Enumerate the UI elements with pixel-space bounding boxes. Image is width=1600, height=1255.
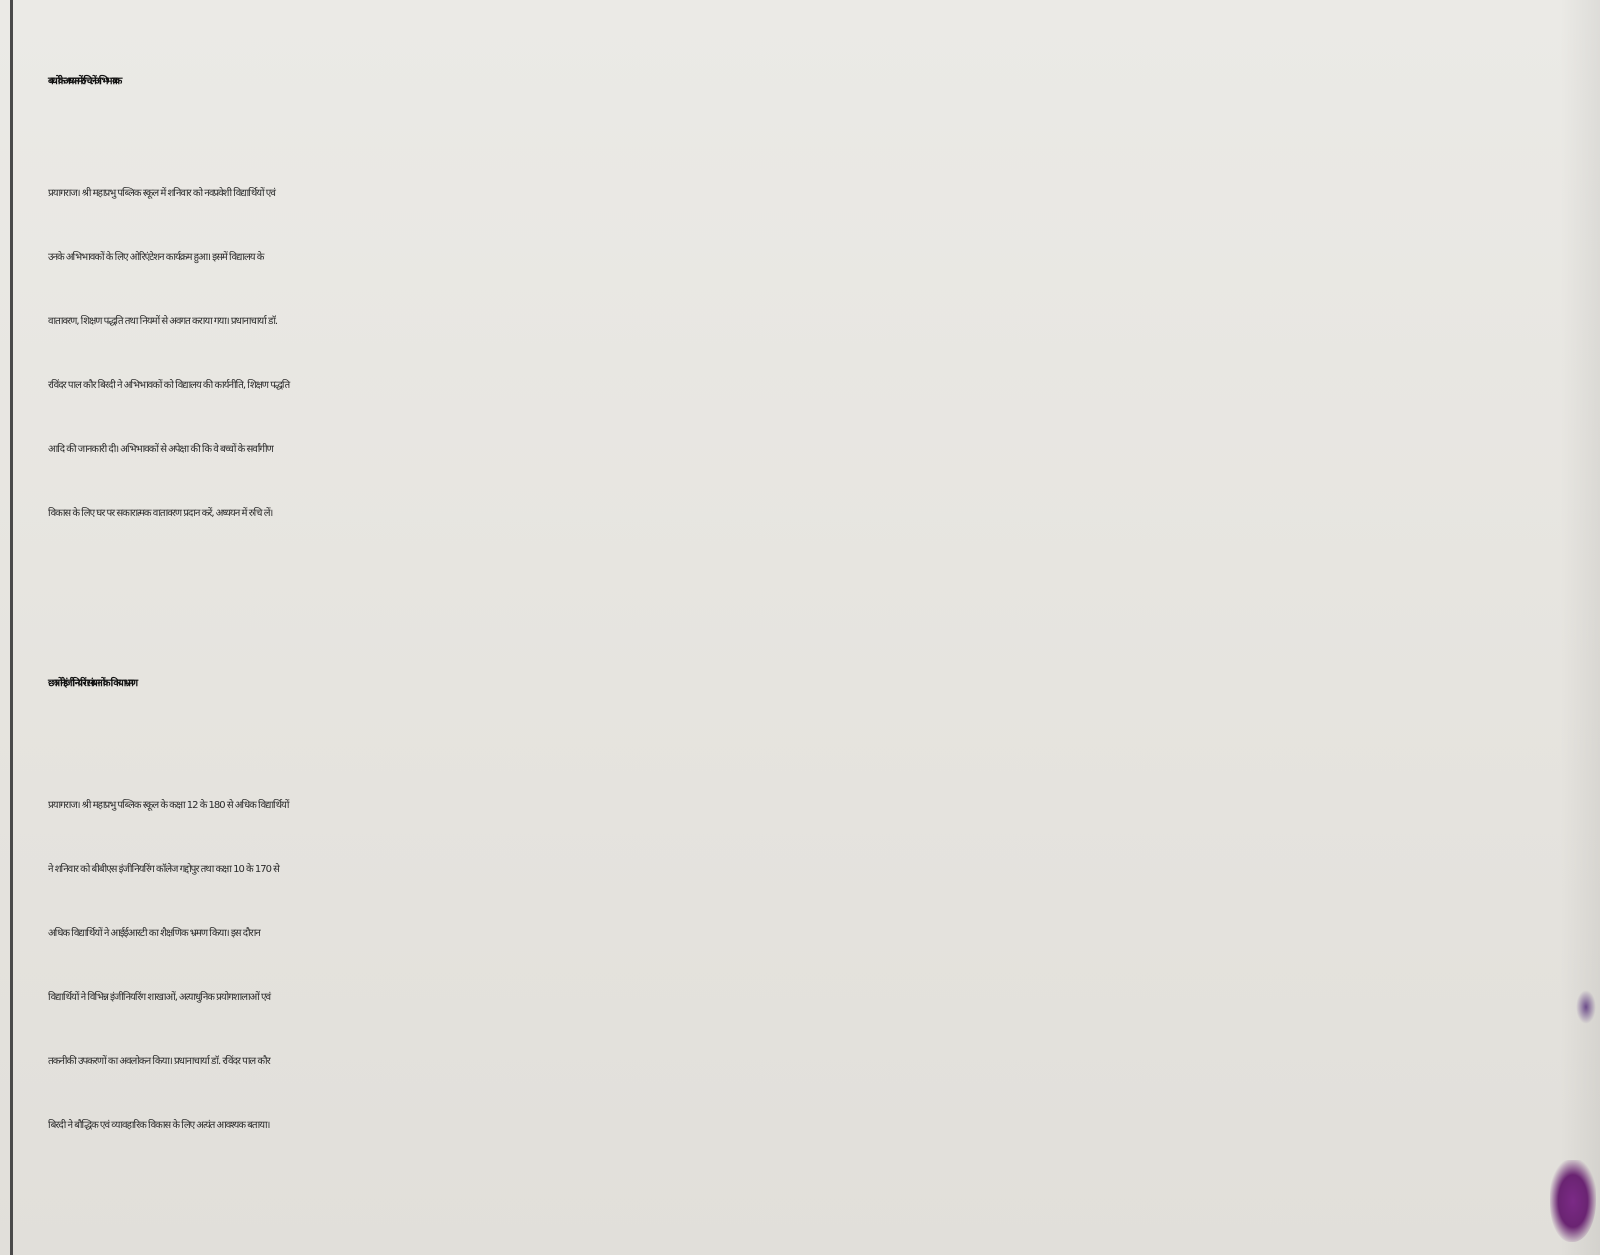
body-line: वातावरण, शिक्षण पद्धति तथा नियमों से अवगत कराया गया। प्रधानाचार्या डॉ. [48, 316, 278, 327]
article-headline: बच्चों के अध्ययन में रुचि लें अभिभावक [48, 76, 120, 87]
body-line: विकास के लिए घर पर सकारात्मक वातावरण प्रदान करें, अध्ययन में रुचि लें। [48, 508, 273, 519]
column-rule [10, 0, 13, 1255]
body-line: रविंदर पाल कौर बिरदी ने अभिभावकों को विद्यालय की कार्यनीति, शिक्षण पद्धति [48, 380, 290, 391]
body-line: उनके अभिभावकों के लिए ओरिएंटेशन कार्यक्रम हुआ। इसमें विद्यालय के [48, 252, 264, 263]
body-line: विद्यार्थियों ने विभिन्न इंजीनियरिंग शाखाओं, अत्याधुनिक प्रयोगशालाओं एवं [48, 992, 271, 1003]
body-line: तकनीकी उपकरणों का अवलोकन किया। प्रधानाचार्या डॉ. रविंदर पाल कौर [48, 1056, 270, 1067]
body-line: आदि की जानकारी दी। अभिभावकों से अपेक्षा की कि वे बच्चों के सर्वांगीण [48, 444, 273, 455]
body-line: अधिक विद्यार्थियों ने आईईआरटी का शैक्षणिक भ्रमण किया। इस दौरान [48, 928, 260, 939]
ink-mark [1576, 990, 1596, 1024]
ink-mark [1550, 1160, 1596, 1242]
article-engineering-visit [48, 632, 1558, 1158]
article-headline: छात्रों ने इंजीनियरिंग संस्थानों का किया भ्रमण [48, 678, 136, 689]
body-line: ने शनिवार को बीबीएस इंजीनियरिंग कॉलेज गद्दोपुर तथा कक्षा 10 के 170 से [48, 864, 279, 875]
body-line: प्रयागराज। श्री महाप्रभु पब्लिक स्कूल में शनिवार को नवप्रवेशी विद्यार्थियों एवं [48, 188, 275, 199]
article-orientation [48, 30, 1558, 546]
body-line: प्रयागराज। श्री महाप्रभु पब्लिक स्कूल के कक्षा 12 के 180 से अधिक विद्यार्थियों [48, 800, 289, 811]
page-edge-shadow [1560, 0, 1600, 1255]
article-body [48, 162, 1558, 546]
body-line: बिरदी ने बौद्धिक एवं व्यावहारिक विकास के लिए अत्यंत आवश्यक बताया। [48, 1120, 270, 1131]
article-body [48, 774, 1558, 1158]
